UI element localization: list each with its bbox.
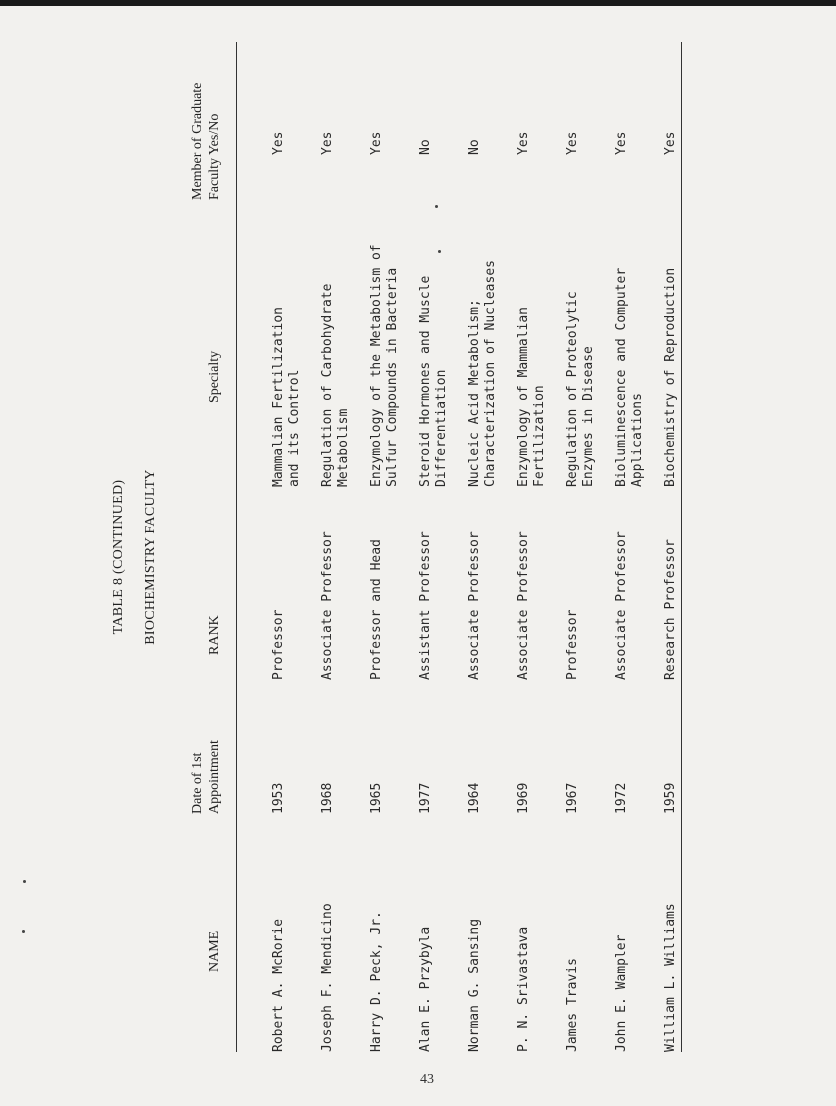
appointment-date: 1959: [663, 782, 678, 814]
page-number: 43: [420, 1072, 434, 1087]
faculty-specialty: Biochemistry of Reproduction: [663, 267, 678, 487]
table-row: [614, 34, 662, 1080]
appointment-date: 1967: [565, 782, 580, 814]
graduate-faculty-status: Yes: [614, 131, 629, 155]
appointment-date: 1969: [516, 782, 531, 814]
header-name: NAME: [207, 930, 222, 972]
table-row: [663, 34, 711, 1080]
table-top-rule: [236, 42, 237, 1052]
table-row: [271, 34, 319, 1080]
graduate-faculty-status: No: [418, 139, 433, 155]
faculty-rank: Associate Professor: [467, 531, 482, 680]
faculty-rank: Professor: [565, 609, 580, 680]
faculty-specialty: Regulation of Carbohydrate Metabolism: [320, 283, 351, 487]
appointment-date: 1965: [369, 782, 384, 814]
appointment-date: 1953: [271, 782, 286, 814]
faculty-name: Joseph F. Mendicino: [320, 903, 335, 1052]
faculty-specialty: Regulation of Proteolytic Enzymes in Disease: [565, 291, 596, 487]
faculty-rank: Assistant Professor: [418, 531, 433, 680]
faculty-name: Harry D. Peck, Jr.: [369, 911, 384, 1052]
faculty-rank: Research Professor: [663, 539, 678, 680]
header-date: Date of 1st Appointment: [190, 740, 222, 814]
faculty-specialty: Steroid Hormones and Muscle Differentiation: [418, 275, 449, 487]
graduate-faculty-status: No: [467, 139, 482, 155]
graduate-faculty-status: Yes: [271, 131, 286, 155]
graduate-faculty-status: Yes: [369, 131, 384, 155]
faculty-rank: Professor: [271, 609, 286, 680]
appointment-date: 1977: [418, 782, 433, 814]
table-row: [565, 34, 613, 1080]
faculty-specialty: Nucleic Acid Metabolism; Characterization of Nucleases: [467, 260, 498, 487]
table-row: [516, 34, 564, 1080]
graduate-faculty-status: Yes: [565, 131, 580, 155]
scan-speck: [22, 930, 25, 933]
graduate-faculty-status: Yes: [663, 131, 678, 155]
faculty-rank: Professor and Head: [369, 539, 384, 680]
faculty-name: John E. Wampler: [614, 934, 629, 1052]
table-bottom-rule: [681, 42, 682, 1052]
table-row: [320, 34, 368, 1080]
graduate-faculty-status: Yes: [320, 131, 335, 155]
faculty-rank: Associate Professor: [320, 531, 335, 680]
header-rank: RANK: [207, 615, 222, 655]
faculty-name: P. N. Srivastava: [516, 926, 531, 1052]
table-row: [467, 34, 515, 1080]
faculty-name: Alan E. Przybyla: [418, 926, 433, 1052]
faculty-name: William L. Williams: [663, 903, 678, 1052]
table-row: [418, 34, 466, 1080]
faculty-rank: Associate Professor: [516, 531, 531, 680]
faculty-name: Norman G. Sansing: [467, 918, 482, 1052]
scan-speck: [23, 880, 26, 883]
faculty-specialty: Bioluminescence and Computer Applications: [614, 267, 645, 487]
faculty-specialty: Enzymology of Mammalian Fertilization: [516, 306, 547, 487]
table-row: [369, 34, 417, 1080]
faculty-name: James Travis: [565, 958, 580, 1052]
table-subtitle: BIOCHEMISTRY FACULTY: [143, 469, 158, 645]
graduate-faculty-status: Yes: [516, 131, 531, 155]
appointment-date: 1972: [614, 782, 629, 814]
appointment-date: 1964: [467, 782, 482, 814]
scan-top-edge: [0, 0, 836, 6]
appointment-date: 1968: [320, 782, 335, 814]
faculty-rank: Associate Professor: [614, 531, 629, 680]
faculty-specialty: Enzymology of the Metabolism of Sulfur Compounds in Bacteria: [369, 244, 400, 487]
rotated-table-page: [93, 34, 739, 1080]
header-graduate: Member of Graduate Faculty Yes/No: [190, 82, 222, 200]
faculty-name: Robert A. McRorie: [271, 918, 286, 1052]
header-specialty: Specialty: [207, 350, 222, 403]
table-title: TABLE 8 (CONTINUED): [111, 479, 126, 635]
faculty-specialty: Mammalian Fertilization and its Control: [271, 306, 302, 487]
